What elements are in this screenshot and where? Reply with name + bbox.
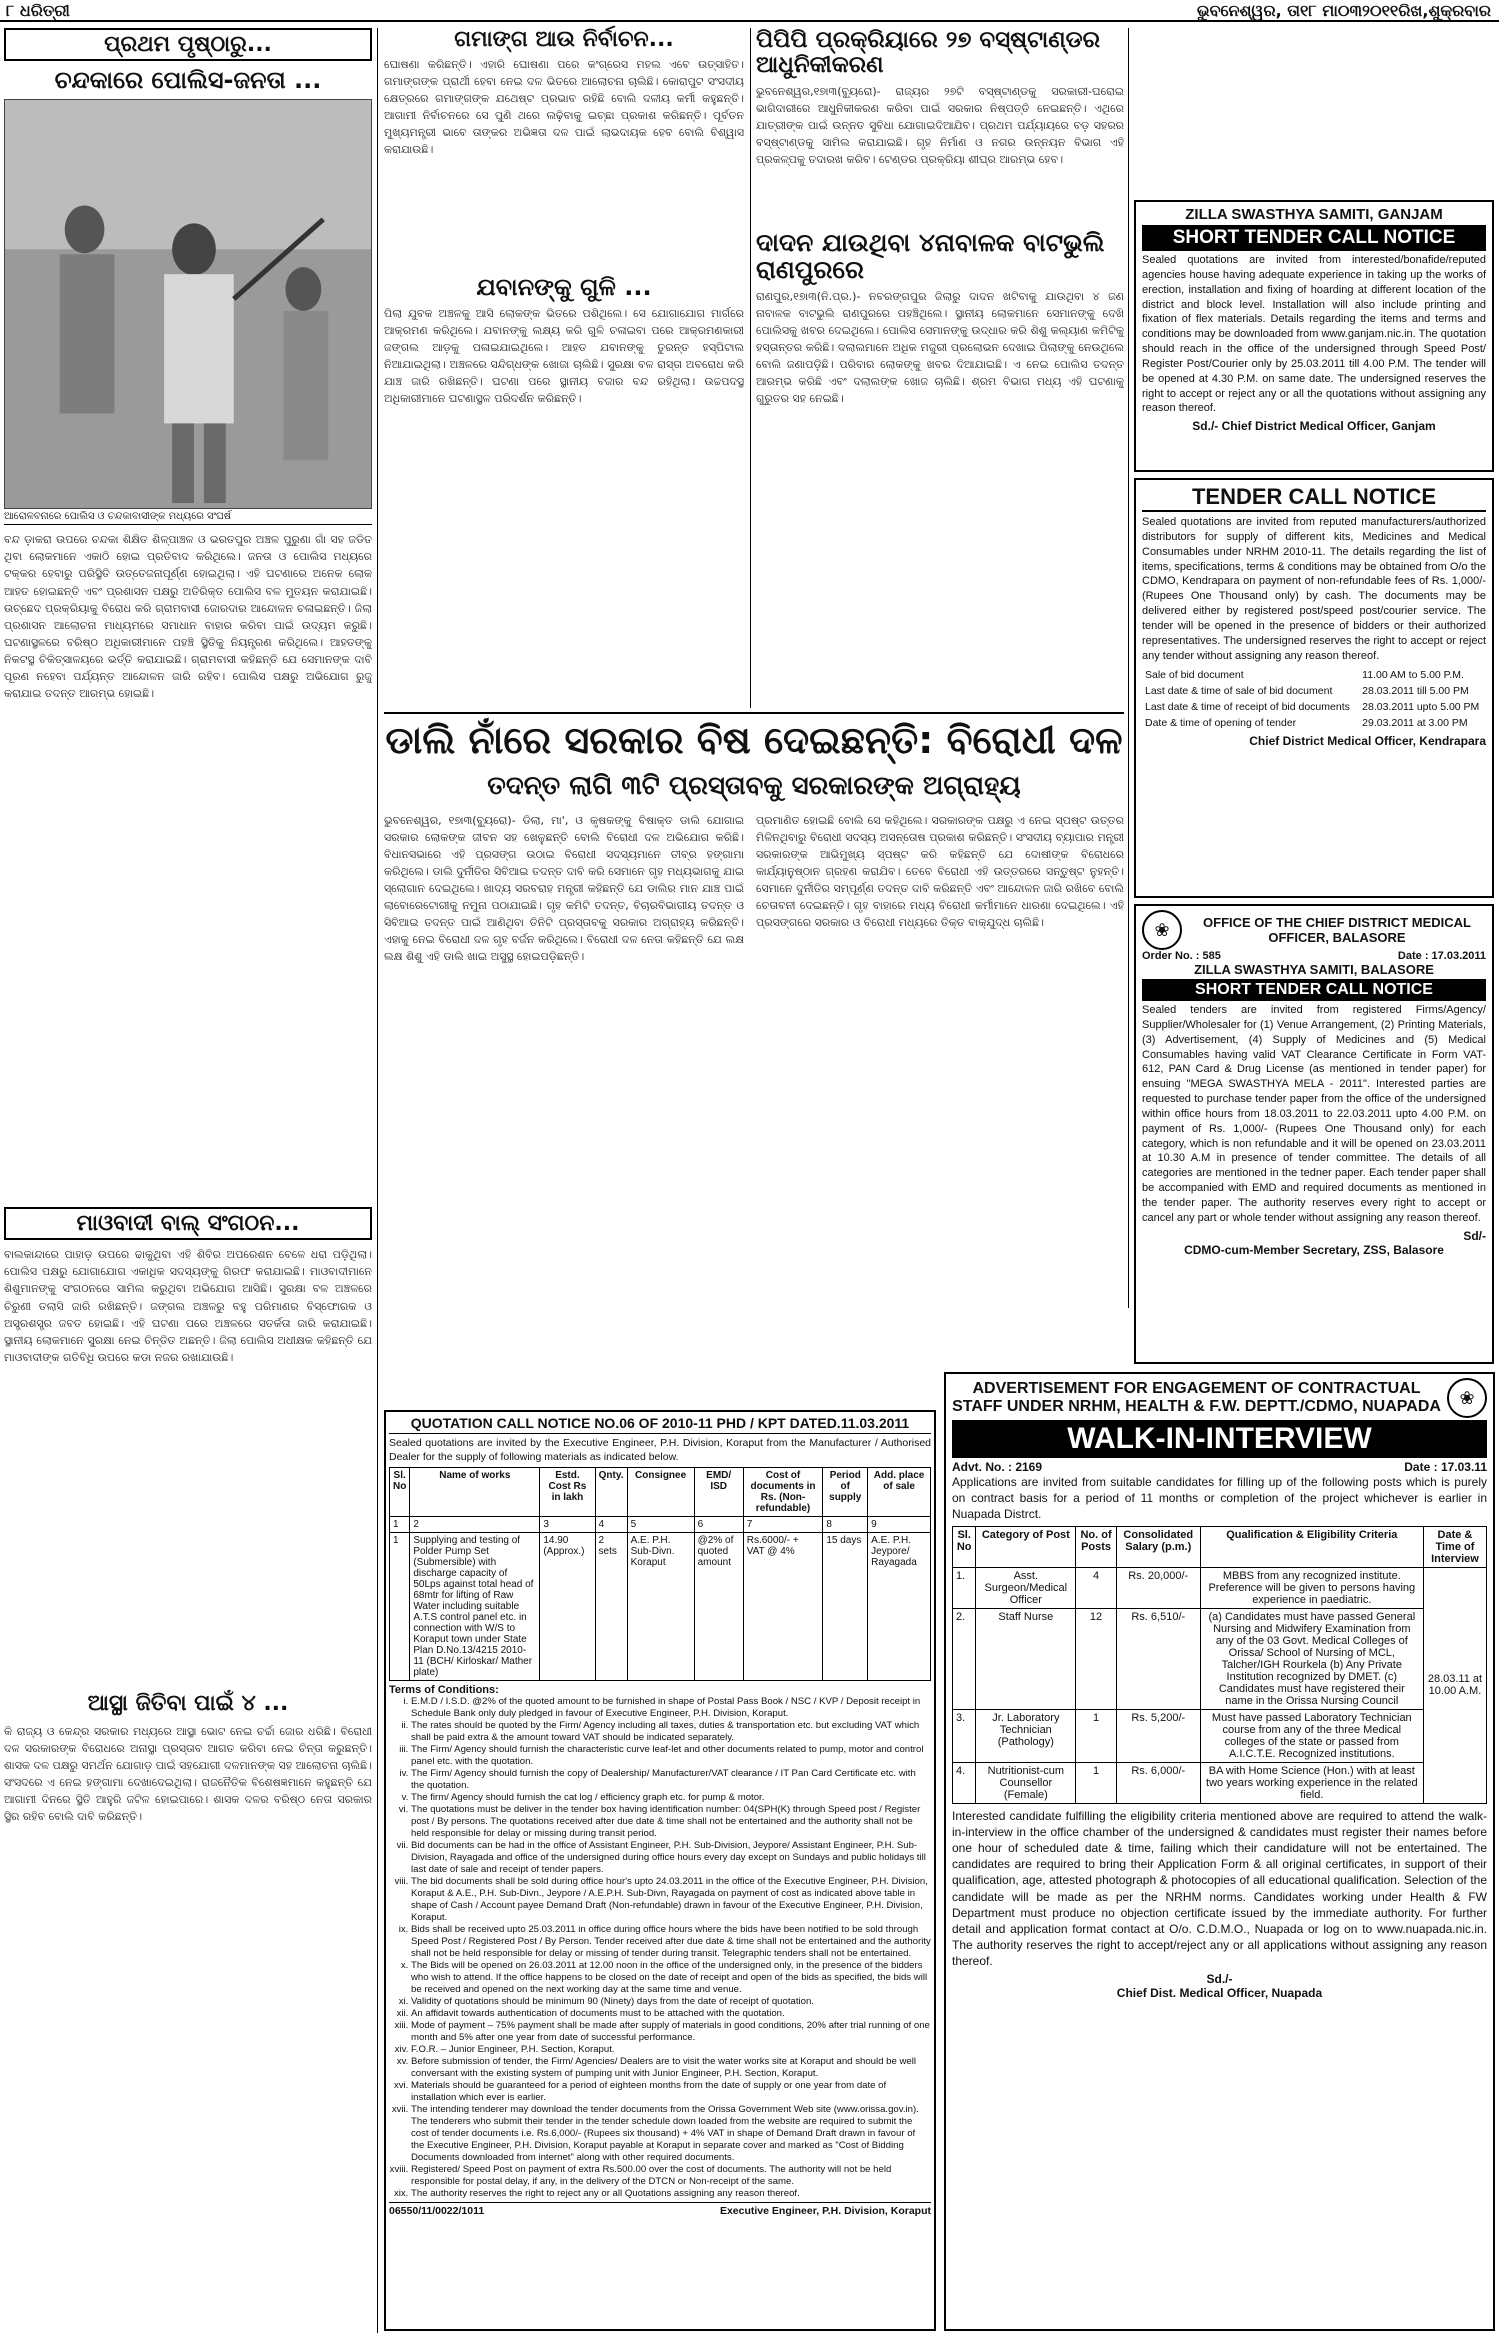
ad-header bbox=[952, 1378, 1487, 1418]
table-cell: MBBS from any recognized institute. Preference will be given to persons having experience in paediatric. bbox=[1200, 1567, 1423, 1608]
table-row bbox=[953, 1762, 1487, 1803]
ad-org: ZILLA SWASTHYA SAMITI, GANJAM bbox=[1185, 206, 1443, 223]
table-cell: 3 bbox=[540, 1517, 595, 1533]
table-cell: 6 bbox=[694, 1517, 743, 1533]
order-number: Order No. : 585 bbox=[1142, 950, 1221, 962]
interview-date: 28.03.11 at 10.00 A.M. bbox=[1423, 1567, 1486, 1803]
table-cell: 1 bbox=[390, 1533, 410, 1681]
table-row bbox=[1142, 715, 1486, 731]
order-date: Date : 17.03.2011 bbox=[1397, 950, 1486, 962]
schedule-label: Last date & time of receipt of bid documents bbox=[1145, 701, 1350, 714]
table-row bbox=[1142, 683, 1486, 699]
terms-title: Terms of Conditions: bbox=[389, 1684, 499, 1697]
posts-table bbox=[952, 1526, 1487, 1804]
term-item: x. The Bids will be opened on 26.03.2011 at 12.00 noon in the office of the undersigned only, in the presence of the bidders who wish to attend. If the office happens to be closed on the date of receipt and open of the bids as specified, the bids will be received and opened on the next working day at the same time and venue. bbox=[411, 1960, 931, 1996]
table-cell: Rs. 6,000/- bbox=[1116, 1762, 1200, 1803]
col-header: Cost of documents in Rs. (Non-refundable) bbox=[743, 1468, 823, 1517]
table-cell: 1. bbox=[953, 1567, 976, 1608]
ad-ganjam bbox=[1134, 200, 1494, 472]
table-cell: 5 bbox=[627, 1517, 694, 1533]
ad-signatory: CDMO-cum-Member Secretary, ZSS, Balasore bbox=[1184, 1242, 1444, 1257]
table-row bbox=[1142, 667, 1486, 683]
term-item: ix. Bids shall be received upto 25.03.2011 in office during office hours where the bids have been notified to be sold through Speed Post / Registered Post / By Person. Tender received after due date & time shall not be entertained and the authority shall not be held responsible for delay or missing of tender during transit. Telegraphic tenders shall not be entertained. bbox=[411, 1924, 931, 1960]
table-cell: 4 bbox=[1076, 1567, 1117, 1608]
column-divider bbox=[750, 28, 751, 708]
table-cell: Rs. 20,000/- bbox=[1116, 1567, 1200, 1608]
table-row bbox=[390, 1533, 931, 1681]
ad-org: ZILLA SWASTHYA SAMITI, BALASORE bbox=[1194, 962, 1434, 977]
term-item: xix. The authority reserves the right to reject any or all Quotations assigning any reason thereof. bbox=[411, 2188, 931, 2200]
table-cell: 2 sets bbox=[595, 1533, 627, 1681]
story-body: ବନ୍ଦ ଡ଼ାକରା ଉପରେ ଚନ୍ଦକା ଶିକ୍ଷିତ ଶିଳ୍ପାଞ୍ଚଳ ଓ ଭରତପୁର ଅଞ୍ଚଳ ପୁରୁଣା ଗାଁ ସହ ଜଡିତ ଥିବା ଲୋକମାନେ ଏକାଠି ହୋଇ ପ୍ରତିବାଦ କରିଥିଲେ। ଜନତା ଓ ପୋଲିସ ମଧ୍ୟରେ ଟକ୍କର ହେବାରୁ ପରିସ୍ଥିତି ଉତ୍ତେଜନାପୂର୍ଣ୍ଣ ହୋଇଥିଲା। ଏହି ଘଟଣାରେ ଅନେକ ଲୋକ ଆହତ ହୋଇଛନ୍ତି ଏବଂ ପ୍ରଶାସନ ପକ୍ଷରୁ ଅତିରିକ୍ତ ପୋଲିସ ବଳ ମୁତୟନ କରାଯାଇଛି। ଉଚ୍ଛେଦ ପ୍ରକ୍ରିୟାକୁ ବିରୋଧ କରି ଗ୍ରାମବାସୀ ଜୋରଦାର ଆନ୍ଦୋଳନ ଚଳାଇଛନ୍ତି। ଜିଲା ପ୍ରଶାସନ ଆଲୋଚନା ମାଧ୍ୟମରେ ସମାଧାନ ବାହାର କରିବା ପାଇଁ ଉଦ୍ୟମ କରୁଛି। ଘଟଣାସ୍ଥଳରେ ବରିଷ୍ଠ ଅଧିକାରୀମାନେ ପହଞ୍ଚି ସ୍ଥିତିକୁ ନିୟନ୍ତ୍ରଣ କରିଥିଲେ। ଆହତଙ୍କୁ ନିକଟସ୍ଥ ଚିକିତ୍ସାଳୟରେ ଭର୍ତ୍ତି କରାଯାଇଛି। ଗ୍ରାମବାସୀ କହିଛନ୍ତି ଯେ ସେମାନଙ୍କ ଦାବି ପୂରଣ ନହେବା ପର୍ଯ୍ୟନ୍ତ ଆନ୍ଦୋଳନ ଜାରି ରହିବ। ପୋଲିସ ପକ୍ଷରୁ ଅଭିଯୋଗ ରୁଜୁ କରାଯାଇ ତଦନ୍ତ ଆରମ୍ଭ ହୋଇଛି। bbox=[4, 533, 372, 700]
police-photo-graphic bbox=[5, 100, 371, 508]
column-divider bbox=[377, 28, 378, 2333]
story-body: କି ରାଜ୍ୟ ଓ କେନ୍ଦ୍ର ସରକାର ମଧ୍ୟରେ ଆସ୍ଥା ଭୋଟ ନେଇ ଚର୍ଚ୍ଚା ଜୋର ଧରିଛି। ବିରୋଧୀ ଦଳ ସରକାରଙ୍କ ବିରୋଧରେ ଅନାସ୍ଥା ପ୍ରସ୍ତାବ ଆଗତ କରିବା ନେଇ ଚିନ୍ତା କରୁଛନ୍ତି। ଶାସକ ଦଳ ପକ୍ଷରୁ ସମର୍ଥନ ଯୋଗାଡ଼ ପାଇଁ ସହଯୋଗୀ ଦଳମାନଙ୍କ ସହ ଆଲୋଚନା ଚାଲିଛି। ସଂସଦରେ ଏ ନେଇ ହଙ୍ଗାମା ଦେଖାଦେଇଥିଲା। ରାଜନୈତିକ ବିଶେଷଜ୍ଞମାନେ କହୁଛନ୍ତି ଯେ ଆଗାମୀ ଦିନରେ ସ୍ଥିତି ଆହୁରି ଜଟିଳ ହୋଇପାରେ। ଶାସକ ଦଳର ବରିଷ୍ଠ ନେତା ସରକାର ସ୍ଥିର ରହିବ ବୋଲି ଦାବି କରିଛନ୍ତି। bbox=[4, 1724, 372, 1823]
order-line bbox=[1142, 950, 1486, 962]
story-title: ଯବାନଙ୍କୁ ଗୁଳି ... bbox=[476, 273, 652, 302]
divider bbox=[384, 712, 1124, 714]
table-cell: 1 bbox=[390, 1517, 410, 1533]
ad-signature: Sd/- bbox=[1463, 1228, 1486, 1243]
term-item: vi. The quotations must be deliver in the tender box having identification number: 04(SPH(K) through Speed post / Register post / By persons. The quotations received after due date & time shall not be entertained and the authority shall not be held responsible for delay or missing during transit period. bbox=[411, 1804, 931, 1840]
ad-title: SHORT TENDER CALL NOTICE bbox=[1142, 979, 1486, 1001]
story-body: ରାଣପୁର,୧୭ା୩(ନି.ପ୍ର.)- ନବରଙ୍ଗପୁର ଜିଲାରୁ ଦାଦନ ଖଟିବାକୁ ଯାଉଥିବା ୪ ଜଣ ନାବାଳକ ବାଟଭୁଲି ରାଣପୁରରେ ପହଞ୍ଚିଥିଲେ। ସ୍ଥାନୀୟ ଲୋକମାନେ ସେମାନଙ୍କୁ ଦେଖି ପୋଲିସକୁ ଖବର ଦେଇଥିଲେ। ପୋଲିସ ସେମାନଙ୍କୁ ଉଦ୍ଧାର କରି ଶିଶୁ କଲ୍ୟାଣ କମିଟିକୁ ହସ୍ତାନ୍ତର କରିଛି। ଦଲାଲମାନେ ଅଧିକ ମଜୁରୀ ପ୍ରଲୋଭନ ଦେଖାଇ ପିଲାଙ୍କୁ ନେଉଥିଲେ ବୋଲି ଜଣାପଡ଼ିଛି। ପରିବାର ଲୋକଙ୍କୁ ଖବର ଦିଆଯାଇଛି। ଏ ନେଇ ପୋଲିସ ତଦନ୍ତ ଆରମ୍ଭ କରିଛି ଏବଂ ଦଲାଲଙ୍କ ଖୋଜ ଚାଲିଛି। ଶ୍ରମ ବିଭାଗ ମଧ୍ୟ ଏହି ଘଟଣାକୁ ଗୁରୁତର ସହ ନେଇଛି। bbox=[756, 289, 1124, 405]
term-item: xvii. The intending tenderer may download the tender documents from the Orissa Government Web site (www.orissa.gov.in). The tenderers who submit their tender in the tender schedule down loaded from the website are required to submit the cost of tender documents i.e. Rs.6,000/- (Rupees six thousand) + 4% VAT in shape of Demand Draft drawn in favour of the Executive Engineer, P.H. Division, Koraput payable at Koraput in separate cover and marked as "Cost of Bidding Documents downloaded from internet" along with other required documents. bbox=[411, 2104, 931, 2164]
table-cell: Nutritionist-cum Counsellor (Female) bbox=[976, 1762, 1076, 1803]
table-cell: BA with Home Science (Hon.) with at least two years working experience in the related field. bbox=[1200, 1762, 1423, 1803]
term-item: xi. Validity of quotations should be minimum 90 (Ninety) days from the date of receipt of quotation. bbox=[411, 1996, 931, 2008]
story-body: ଭୁବନେଶ୍ୱର,୧୭ା୩(ବ୍ୟୁରୋ)- ରାଜ୍ୟର ୨୭ଟି ବସ୍ଷ୍ଟାଣ୍ଡକୁ ସରକାରୀ-ଘରୋଇ ଭାଗିଦାରୀରେ ଆଧୁନିକୀକରଣ କରିବା ପାଇଁ ସରକାର ନିଷ୍ପତ୍ତି ନେଇଛନ୍ତି। ଏଥିରେ ଯାତ୍ରୀଙ୍କ ପାଇଁ ଉନ୍ନତ ସୁବିଧା ଯୋଗାଇଦିଆଯିବ। ପ୍ରଥମ ପର୍ଯ୍ୟାୟରେ ବଡ଼ ସହରର ବସ୍ଷ୍ଟାଣ୍ଡକୁ ସାମିଲ କରାଯାଇଛି। ଗୃହ ନିର୍ମାଣ ଓ ନଗର ଉନ୍ନୟନ ବିଭାଗ ଏହି ପ୍ରକଳ୍ପକୁ ତଦାରଖ କରିବ। ଟେଣ୍ଡର ପ୍ରକ୍ରିୟା ଶୀଘ୍ର ଆରମ୍ଭ ହେବ। bbox=[756, 84, 1124, 166]
story-title: ଦାଦନ ଯାଉଥିବା ୪ନାବାଳକ ବାଟଭୁଲି ରାଣପୁରରେ bbox=[756, 227, 1105, 285]
table-cell: 1 bbox=[1076, 1709, 1117, 1762]
advt-number: Advt. No. : 2169 bbox=[952, 1460, 1043, 1474]
story-title: ପିପିପି ପ୍ରକ୍ରିୟାରେ ୨୭ ବସ୍ଷ୍ଟାଣ୍ଡର ଆଧୁନିକୀକରଣ bbox=[756, 27, 1101, 79]
ad-footer: Interested candidate fulfilling the eligibility criteria mentioned above are required to attend the walk-in-interview in the office chamber of the undersigned & candidates must register their names before one hour of scheduled date & time, failing which their candidature will not be entertained. The candidates are required to bring their Application Form & all original certificates, in support of their qualification, age, attested photograph & photocopies of all educational qualification. Selection of the candidate will be made as per the NRHM norms. Candidates working under Health & FW Department must produce no objection certificate issued by the immediate authority. For further detail and application format contact at O/o. C.D.M.O., Nuapada or log on to www.nuapada.nic.in. The authority reserves the right to accept/reject any or all applications without assigning any reason thereof. bbox=[952, 1808, 1487, 1969]
advt-date: Date : 17.03.11 bbox=[1404, 1460, 1487, 1474]
story-body: ଘୋଷଣା କରିଛନ୍ତି। ଏହାରି ଘୋଷଣା ପରେ କଂଗ୍ରେସ ମହଲ ଏବେ ଉତ୍ସାହିତ। ଗମାଙ୍ଗଙ୍କ ପ୍ରାର୍ଥୀ ହେବା ନେଇ ଦଳ ଭିତରେ ଆଲୋଚନା ଚାଲିଛି। କୋରାପୁଟ ସଂସଦୀୟ କ୍ଷେତ୍ରରେ ଗମାଙ୍ଗଙ୍କ ଯଥେଷ୍ଟ ପ୍ରଭାବ ରହିଛି ବୋଲି ଦଳୀୟ କର୍ମୀ କହୁଛନ୍ତି। ଆଗାମୀ ନିର୍ବାଚନରେ ସେ ପୁଣି ଥରେ ଲଢ଼ିବାକୁ ଇଚ୍ଛା ପ୍ରକାଶ କରିଛନ୍ତି। ପୂର୍ବତନ ମୁଖ୍ୟମନ୍ତ୍ରୀ ଭାବେ ତାଙ୍କର ଅଭିଜ୍ଞତା ଦଳ ପାଇଁ ଲାଭଦାୟକ ହେବ ବୋଲି ବିଶ୍ୱାସ କରାଯାଉଛି। bbox=[384, 58, 744, 157]
schedule-value: 29.03.2011 at 3.00 PM bbox=[1362, 717, 1468, 730]
photo-caption: ଆରୋଳବନାରେ ପୋଲିସ ଓ ଚନ୍ଦକାବାସୀଙ୍କ ମଧ୍ୟରେ ସଂଘର୍ଷ bbox=[4, 511, 372, 525]
section-title: ପ୍ରଥମ ପୃଷ୍ଠାରୁ... bbox=[4, 28, 372, 61]
column-2 bbox=[384, 28, 744, 708]
sub-headline: ତଦନ୍ତ ଲାଗି ୩ଟି ପ୍ରସ୍ତାବକୁ ସରକାରଙ୍କ ଅଗ୍ରାହ୍ୟ bbox=[487, 771, 1021, 801]
term-item: ii. The rates should be quoted by the Firm/ Agency including all taxes, duties & transportation etc. but excluding VAT which shall be paid extra & the amount toward VAT should be indicated separately. bbox=[411, 1720, 931, 1744]
story-title: ଗମାଙ୍ଗ ଆଉ ନିର୍ବାଚନ... bbox=[454, 27, 674, 52]
table-cell: A.E. P.H. Sub-Divn. Koraput bbox=[627, 1533, 694, 1681]
column-3 bbox=[756, 28, 1124, 708]
table-cell: Staff Nurse bbox=[976, 1608, 1076, 1709]
term-item: vii. Bid documents can be had in the office of Assistant Engineer, P.H. Sub-Division, Jeypore/ Assistant Engineer, P.H. Sub-Division, Rayagada and office of the undersigned during office hours every day except on Sundays and public holidays till last date of sale and receipt of tender papers. bbox=[411, 1840, 931, 1876]
story-body: ବାଲକାନ୍ଦାରେ ପାହାଡ଼ ଉପରେ ଢାକୁଥିବା ଏହି ଶିବିର ଅପରେଶନ ବେଳେ ଧରା ପଡ଼ିଥିଲା। ପୋଲିସ ପକ୍ଷରୁ ଯୋଗାଯୋଗ ଏକାଧିକ ସଦସ୍ୟଙ୍କୁ ଗିରଫ କରାଯାଇଛି। ମାଓବାଦୀମାନେ ଶିଶୁମାନଙ୍କୁ ସଂଗଠନରେ ସାମିଲ କରୁଥିବା ଅଭିଯୋଗ ଆସିଛି। ସୁରକ୍ଷା ବଳ ଅଞ୍ଚଳରେ ଚିରୁଣୀ ତଲାସି ଜାରି ରଖିଛନ୍ତି। ଜଙ୍ଗଲ ଅଞ୍ଚଳରୁ ବହୁ ପରିମାଣର ବିସ୍ଫୋରକ ଓ ଅସ୍ତ୍ରଶସ୍ତ୍ର ଜବତ ହୋଇଛି। ଏହି ଘଟଣା ପରେ ଅଞ୍ଚଳରେ ସତର୍କତା ଜାରି କରାଯାଇଛି। ସ୍ଥାନୀୟ ଲୋକମାନେ ସୁରକ୍ଷା ନେଇ ଚିନ୍ତିତ ଅଛନ୍ତି। ଜିଲା ପୋଲିସ ଅଧୀକ୍ଷକ କହିଛନ୍ତି ଯେ ମାଓବାଦୀଙ୍କ ଗତିବିଧି ଉପରେ କଡା ନଜର ରଖାଯାଉଛି। bbox=[4, 1248, 372, 1364]
quotation-notice bbox=[384, 1410, 936, 2331]
table-row bbox=[953, 1709, 1487, 1762]
col-header: Date & Time of Interview bbox=[1423, 1526, 1486, 1567]
term-item: xiv. F.O.R. – Junior Engineer, P.H. Section, Koraput. bbox=[411, 2044, 931, 2056]
table-header-row bbox=[390, 1468, 931, 1517]
ad-org: OFFICE OF THE CHIEF DISTRICT MEDICAL OFFICER, BALASORE bbox=[1203, 915, 1471, 945]
quotation-intro: Sealed quotations are invited by the Executive Engineer, P.H. Division, Koraput from the Manufacturer / Authorised Dealer for the supply of following materials as indicated below. bbox=[389, 1437, 931, 1464]
quotation-table bbox=[389, 1467, 931, 1681]
ad-banner: WALK-IN-INTERVIEW bbox=[952, 1420, 1487, 1458]
dateline: ଭୁବନେଶ୍ୱର, ତା୧୮ ମା୦୩୨୦୧୧ରିଖ,ଶୁକ୍ରବାର bbox=[1196, 1, 1491, 20]
table-cell: @2% of quoted amount bbox=[694, 1533, 743, 1681]
table-cell: Supplying and testing of Polder Pump Set (Submersible) with discharge capacity of 50Lps against total head of 68mtr for lifting of Raw Water including suitable A.T.S control panel etc. in connection with W/S to Koraput town under State Plan D.No.13/4215 2010-11 (BCH/ Kirloskar/ Mather plate) bbox=[410, 1533, 540, 1681]
ad-title: TENDER CALL NOTICE bbox=[1142, 484, 1486, 512]
ad-title: ADVERTISEMENT FOR ENGAGEMENT OF CONTRACTUAL STAFF UNDER NRHM, HEALTH & F.W. DEPTT./CDMO, NUAPADA bbox=[952, 1380, 1441, 1415]
table-number-row bbox=[390, 1517, 931, 1533]
col-header: No. of Posts bbox=[1076, 1526, 1117, 1567]
term-item: v. The firm/ Agency should furnish the cat log / efficiency graph etc. for pump & motor. bbox=[411, 1792, 931, 1804]
schedule-label: Last date & time of sale of bid document bbox=[1145, 685, 1333, 698]
table-cell: (a) Candidates must have passed General Nursing and Midwifery Examination from any of the 03 Govt. Medical Colleges of Orissa/ School of Nursing of MCL, Talcher/IGH Rourkela (b) Any Private Institution recognized by DMET. (c) Candidates must have registered their name in the Orissa Nursing Council bbox=[1200, 1608, 1423, 1709]
main-story-right: ପ୍ରମାଣିତ ହୋଇଛି ବୋଲି ସେ କହିଥିଲେ। ସରକାରଙ୍କ ପକ୍ଷରୁ ଏ ନେଇ ସ୍ପଷ୍ଟ ଉତ୍ତର ମିଳିନଥିବାରୁ ବିରୋଧୀ ସଦସ୍ୟ ଅସନ୍ତୋଷ ପ୍ରକାଶ କରିଛନ୍ତି। ସଂସଦୀୟ ବ୍ୟାପାର ମନ୍ତ୍ରୀ ସରକାରଙ୍କ ଆଭିମୁଖ୍ୟ ସ୍ପଷ୍ଟ କରି କହିଛନ୍ତି ଯେ ଦୋଷୀଙ୍କ ବିରୋଧରେ କାର୍ଯ୍ୟାନୁଷ୍ଠାନ ଗ୍ରହଣ କରାଯିବ। ତେବେ ବିରୋଧୀ ଏହି ଉତ୍ତରରେ ସନ୍ତୁଷ୍ଟ ନୁହନ୍ତି। ସେମାନେ ଦୁର୍ନୀତିର ସମ୍ପୂର୍ଣ୍ଣ ତଦନ୍ତ ଦାବି କରିଛନ୍ତି ଏବଂ ଆନ୍ଦୋଳନ ଜାରି ରଖିବେ ବୋଲି ଚେତାବନୀ ଦେଇଛନ୍ତି। ଗୃହ ବାହାରେ ମଧ୍ୟ ବିରୋଧୀ କର୍ମୀମାନେ ଧାରଣା ଦେଇଥିଲେ। ଏହି ପ୍ରସଙ୍ଗରେ ସରକାର ଓ ବିରୋଧୀ ମଧ୍ୟରେ ତିକ୍ତ ବାକ୍‌ଯୁଦ୍ଧ ଚାଲିଛି। bbox=[756, 814, 1124, 930]
signatory: Executive Engineer, P.H. Division, Koraput bbox=[719, 2204, 931, 2217]
page-number: ୮ ଧରିତ୍ରୀ bbox=[6, 1, 70, 20]
memo-number: 06550/11/0022/1011 bbox=[389, 2204, 485, 2217]
news-photo bbox=[4, 99, 372, 509]
table-cell: 4. bbox=[953, 1762, 976, 1803]
ad-body: Sealed tenders are invited from registered Firms/Agency/ Supplier/Wholesaler for (1) Venue Arrangement, (2) Printing Materials, (3) Advertisement, (4) Supply of Medicines and (5) Medical Consumables having valid VAT Clearance Certificate in Form VAT-612, PAN Card & Drug License (as mentioned in tender paper) for ensuing "MEGA SWASTHYA MELA - 2011". Interested parties are requested to purchase tender paper from the office of the undersigned within office hours from 18.03.2011 to 22.03.2011 upto 4.00 P.M. on payment of Rs. 1,000/- (Rupees One Thousand only) for each category, which is non refundable and it will be opened on 23.03.2011 at 10.30 A.M in presence of tender committee. The details of all categories are mentioned in the tedner paper. Each tender paper shall be accompanied with EMD and required documents as mentioned in the tender paper. The authority reserves every right to accept or cancel any part or whole tender without assigning any reason thereof. bbox=[1142, 1004, 1486, 1224]
term-item: xii. An affidavit towards authentication of documents must to be attached with the quotation. bbox=[411, 2008, 931, 2020]
term-item: i. E.M.D / I.S.D. @2% of the quoted amount to be furnished in shape of Postal Pass Book / NSC / KVP / Deposit receipt in Schedule Bank only duly pledged in favour of Executive Engineer, P.H. Division, Koraput. bbox=[411, 1696, 931, 1720]
terms-list bbox=[389, 1696, 931, 2199]
term-item: xiii. Mode of payment – 75% payment shall be made after supply of materials in good conditions, 20% after trial running of one month and 5% after one year from date of successful performance. bbox=[411, 2020, 931, 2044]
col-header: Consolidated Salary (p.m.) bbox=[1116, 1526, 1200, 1567]
column-1 bbox=[4, 28, 372, 2333]
col-header: Sl. No bbox=[953, 1526, 976, 1567]
table-row bbox=[953, 1567, 1487, 1608]
schedule-value: 28.03.2011 upto 5.00 PM bbox=[1362, 701, 1480, 714]
table-cell: 7 bbox=[743, 1517, 823, 1533]
table-cell: A.E. P.H. Jeypore/ Rayagada bbox=[868, 1533, 931, 1681]
col-header: Estd. Cost Rs in lakh bbox=[540, 1468, 595, 1517]
term-item: xv. Before submission of tender, the Firm/ Agencies/ Dealers are to visit the water works site at Koraput and should be well conversant with the existing system of pumping unit with Junior Engineer, P.H. Section, Koraput. bbox=[411, 2056, 931, 2080]
ad-signatory: Chief Dist. Medical Officer, Nuapada bbox=[1116, 1986, 1323, 2001]
table-cell: 3. bbox=[953, 1709, 976, 1762]
quotation-footer bbox=[389, 2202, 931, 2217]
ad-signature: Chief District Medical Officer, Kendrapara bbox=[1249, 734, 1486, 749]
emblem-icon: ❀ bbox=[1142, 910, 1182, 950]
col-header: EMD/ ISD bbox=[694, 1468, 743, 1517]
ad-signature: Sd./- Chief District Medical Officer, Ganjam bbox=[1192, 419, 1436, 434]
story-title: ମାଓବାଦୀ ବାଲ୍ ସଂଗଠନ... bbox=[4, 1207, 372, 1240]
schedule-value: 28.03.2011 till 5.00 PM bbox=[1362, 685, 1469, 698]
schedule-label: Sale of bid document bbox=[1145, 669, 1244, 682]
advt-line bbox=[952, 1460, 1487, 1474]
page-header bbox=[0, 0, 1499, 22]
table-cell: 4 bbox=[595, 1517, 627, 1533]
story-title: ଚନ୍ଦକାରେ ପୋଲିସ-ଜନତା ... bbox=[54, 66, 322, 94]
ad-signature: Sd./- bbox=[1206, 1972, 1233, 1987]
emblem-icon: ❀ bbox=[1447, 1378, 1487, 1418]
table-cell: 12 bbox=[1076, 1608, 1117, 1709]
table-cell: Must have passed Laboratory Technician course from any of the three Medical colleges of the state or passed from A.I.C.T.E. Recognized institutions. bbox=[1200, 1709, 1423, 1762]
table-cell: Rs.6000/- + VAT @ 4% bbox=[743, 1533, 823, 1681]
table-cell: 8 bbox=[823, 1517, 868, 1533]
table-cell: Rs. 5,200/- bbox=[1116, 1709, 1200, 1762]
col-header: Qnty. bbox=[595, 1468, 627, 1517]
term-item: xviii. Registered/ Speed Post on payment of extra Rs.500.00 over the cost of documents. The authority will not be held responsible for postal delay, if any, in the delivery of the DTCN or Non-receipt of the same. bbox=[411, 2164, 931, 2188]
story-title: ଆସ୍ଥା ଜିତିବା ପାଇଁ ୪ ... bbox=[87, 1691, 289, 1717]
col-header: Consignee bbox=[627, 1468, 694, 1517]
table-cell: Asst. Surgeon/Medical Officer bbox=[976, 1567, 1076, 1608]
term-item: iv. The Firm/ Agency should furnish the copy of Dealership/ Manufacturer/VAT clearance / IT Pan Card Certificate etc. with the quotation. bbox=[411, 1768, 931, 1792]
column-divider bbox=[1128, 28, 1129, 1308]
col-header: Name of works bbox=[410, 1468, 540, 1517]
table-header-row bbox=[953, 1526, 1487, 1567]
table-row bbox=[953, 1608, 1487, 1709]
ad-body: Sealed quotations are invited from reputed manufacturers/authorized distributors for supply of different kits, Medicines and Medical Consumables under NRHM 2010-11. The details regarding the list of items, specifications, terms & conditions may be obtained from O/o the CDMO, Kendrapara on payment of non-refundable fees of Rs. 1,000/- (Rupees One Thousand only) by cash. The documents may be delivered either by registered post/speed post/courier service. The tender will be opened in the presence of bidders or their authorized representatives. The undersigned reserves the right to accept or reject any tender without assigning any reason thereof. bbox=[1142, 516, 1486, 662]
table-cell: 14.90 (Approx.) bbox=[540, 1533, 595, 1681]
term-item: viii. The bid documents shall be sold during office hour's upto 24.03.2011 in the office of the Executive Engineer, P.H. Division, Koraput & A.E., P.H. Sub-Divn., Jeypore / A.E.P.H. Sub-Divn, Rayagada on payment of cost as indicated above table in shape of Cash / Account payee Demand Draft (Non-refundable) drawn in favour of the Executive Engineer, P.H. Division, Koraput. bbox=[411, 1876, 931, 1924]
table-cell: Jr. Laboratory Technician (Pathology) bbox=[976, 1709, 1076, 1762]
quotation-title: QUOTATION CALL NOTICE NO.06 OF 2010-11 PHD / KPT DATED.11.03.2011 bbox=[389, 1415, 931, 1434]
ad-schedule bbox=[1142, 667, 1486, 731]
table-cell: 1 bbox=[1076, 1762, 1117, 1803]
ad-kendrapara bbox=[1134, 478, 1494, 898]
ad-intro: Applications are invited from suitable candidates for filling up of the following posts which is purely on contract basis for a period of 11 months or completion of the project whichever is earlier in Nuapada Distrct. bbox=[952, 1475, 1487, 1522]
term-item: iii. The Firm/ Agency should furnish the characteristic curve leaf-let and other documents related to pump, motor and control panel etc. with the quotation. bbox=[411, 1744, 931, 1768]
col-header: Add. place of sale bbox=[868, 1468, 931, 1517]
ad-balasore bbox=[1134, 904, 1494, 1364]
col-header: Period of supply bbox=[823, 1468, 868, 1517]
table-cell: 9 bbox=[868, 1517, 931, 1533]
ad-title: SHORT TENDER CALL NOTICE bbox=[1142, 225, 1486, 251]
col-header: Category of Post bbox=[976, 1526, 1076, 1567]
schedule-value: 11.00 AM to 5.00 P.M. bbox=[1362, 669, 1464, 682]
table-cell: Rs. 6,510/- bbox=[1116, 1608, 1200, 1709]
ad-header bbox=[1142, 910, 1486, 950]
table-row bbox=[1142, 699, 1486, 715]
ad-nuapada bbox=[944, 1372, 1495, 2331]
table-cell: 2. bbox=[953, 1608, 976, 1709]
main-story-left: ଭୁବନେଶ୍ୱର, ୧୭ା୩(ବ୍ୟୁରୋ)- ଡିଲା, ମା', ଓ କୃଷକଙ୍କୁ ବିଷାକ୍ତ ଡାଲି ଯୋଗାଇ ସରକାର ଲୋକଙ୍କ ଜୀବନ ସହ ଖେଳୁଛନ୍ତି ବୋଲି ବିରୋଧୀ ଦଳ ଅଭିଯୋଗ କରିଛି। ବିଧାନସଭାରେ ଏହି ପ୍ରସଙ୍ଗ ଉଠାଇ ବିରୋଧୀ ସଦସ୍ୟମାନେ ତୀବ୍ର ହଙ୍ଗାମା କରିଥିଲେ। ଡାଲି ଦୁର୍ନୀତିର ସିବିଆଇ ତଦନ୍ତ ଦାବି କରି ସେମାନେ ଗୃହ ମଧ୍ୟଭାଗକୁ ଯାଇ ସ୍ଲୋଗାନ ଦେଇଥିଲେ। ଖାଦ୍ୟ ସରବରାହ ମନ୍ତ୍ରୀ କହିଛନ୍ତି ଯେ ଡାଲିର ମାନ ଯାଞ୍ଚ ପାଇଁ ଲାବୋରେଟୋରୀକୁ ନମୁନା ପଠାଯାଇଛି। ଗୃହ କମିଟି ତଦନ୍ତ, ବିଚାରବିଭାଗୀୟ ତଦନ୍ତ ଓ ସିବିଆଇ ତଦନ୍ତ ପାଇଁ ଆଣିଥିବା ତିନିଟି ପ୍ରସ୍ତାବକୁ ସରକାର ଅଗ୍ରାହ୍ୟ କରିଛନ୍ତି। ଏହାକୁ ନେଇ ବିରୋଧୀ ଦଳ ଗୃହ ବର୍ଜନ କରିଥିଲେ। ବିରୋଧୀ ଦଳ ନେତା କହିଛନ୍ତି ଯେ ଲକ୍ଷ ଲକ୍ଷ ଶିଶୁ ଏହି ଡାଲି ଖାଇ ଅସୁସ୍ଥ ହୋଇପଡ଼ିଛନ୍ତି। bbox=[384, 814, 744, 964]
story-body: ପିଲା ଯୁବକ ଅଞ୍ଚଳକୁ ଆସି ଲୋକଙ୍କ ଭିତରେ ପଶିଥିଲେ। ସେ ଯୋଗାଯୋଗ ମାର୍ଗରେ ଆକ୍ରମଣ କରିଥିଲେ। ଯବାନଙ୍କୁ ଲକ୍ଷ୍ୟ କରି ଗୁଳି ଚଳାଇବା ପରେ ଆକ୍ରମଣକାରୀ ଜଙ୍ଗଲ ଆଡ଼କୁ ପଳାଇଯାଇଥିଲେ। ଆହତ ଯବାନଙ୍କୁ ତୁରନ୍ତ ହସ୍ପିଟାଲ ନିଆଯାଇଥିଲା। ଅଞ୍ଚଳରେ ସନ୍ଦିଗ୍ଧଙ୍କ ଖୋଜା ଚାଲିଛି। ସୁରକ୍ଷା ବଳ ରାସ୍ତା ଅବରୋଧ କରି ଯାଞ୍ଚ ଜାରି ରଖିଛନ୍ତି। ଘଟଣା ପରେ ସ୍ଥାନୀୟ ବଜାର ବନ୍ଦ ରହିଥିଲା। ଉଚ୍ଚପଦସ୍ଥ ଅଧିକାରୀମାନେ ଘଟଣାସ୍ଥଳ ପରିଦର୍ଶନ କରିଛନ୍ତି। bbox=[384, 306, 744, 405]
main-headline: ଡାଲି ନାଁରେ ସରକାର ବିଷ ଦେଇଛନ୍ତି: ବିରୋଧୀ ଦଳ bbox=[385, 718, 1123, 762]
term-item: xvi. Materials should be guaranteed for a period of eighteen months from the date of supply or one year from date of installation which ever is earlier. bbox=[411, 2080, 931, 2104]
ad-body: Sealed quotations are invited from interested/bonafide/reputed agencies house having adequate experience in taking up the works of erection, installation and fixing of hoarding at different location of the district and block level. Installation will also include printing and fixation of flex materials. Details regarding the items and terms and conditions may be downloaded from www.ganjam.nic.in. The quotation should reach in the office of the undersigned through Speed Post/ Register Post/Courier only by 25.03.2011 till 4.00 P.M. The tender will be opened at 4.30 P.M. on same date. The undersigned reserves the right to accept or reject any or all the quotations without assigning any reason thereof. bbox=[1142, 254, 1486, 415]
col-header: Sl. No bbox=[390, 1468, 410, 1517]
schedule-label: Date & time of opening of tender bbox=[1145, 717, 1297, 730]
table-cell: 15 days bbox=[823, 1533, 868, 1681]
table-cell: 2 bbox=[410, 1517, 540, 1533]
col-header: Qualification & Eligibility Criteria bbox=[1200, 1526, 1423, 1567]
